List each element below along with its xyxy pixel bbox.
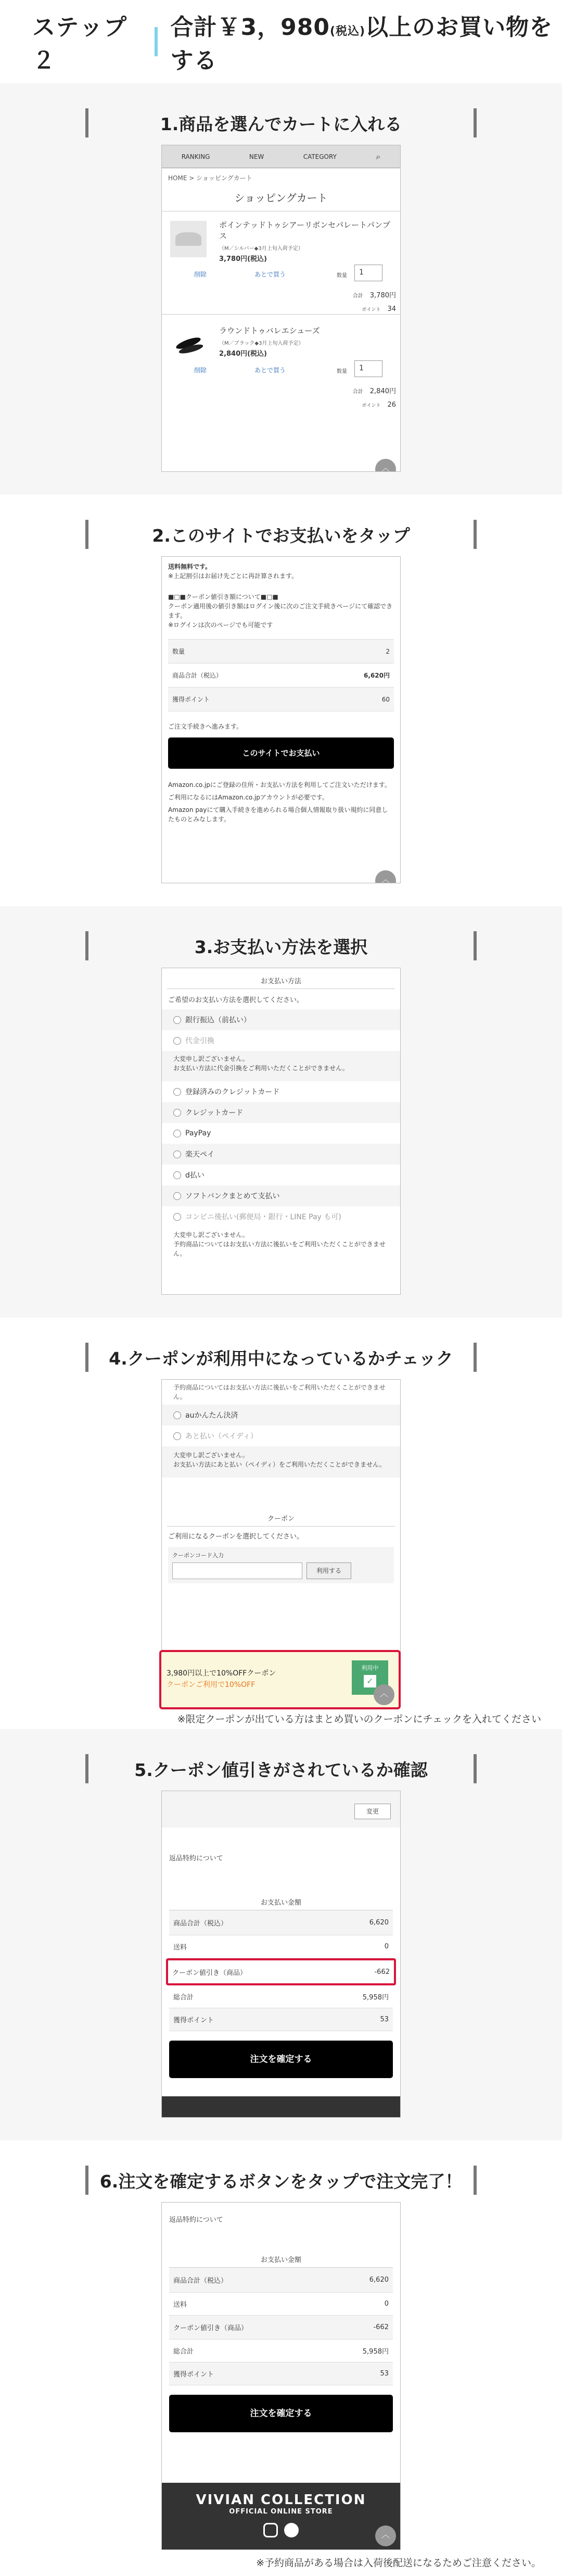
amazon-note: ご利用になるにはAmazon.co.jpアカウントが必要です。 <box>168 794 328 801</box>
payment-option[interactable]: 銀行振込（前払い） <box>162 1009 400 1030</box>
search-icon[interactable]: ⌕ <box>376 151 381 161</box>
nav-category[interactable]: CATEGORY <box>303 153 337 160</box>
payment-option-disabled: あと払い（ペイディ） <box>162 1425 400 1446</box>
payment-option-disabled: コンビニ後払い(郵便局・銀行・LINE Pay も可) <box>162 1206 400 1227</box>
coupon-in-use-toggle[interactable]: 利用中 ✓ <box>352 1660 388 1695</box>
product-name[interactable]: ポインテッドトゥシアーリボンセパレートパンプス <box>219 220 390 241</box>
section-title: 4.クーポンが利用中になっているかチェック <box>0 1343 562 1372</box>
instagram-icon[interactable] <box>263 2523 278 2537</box>
deferred-payment-note: 予約商品についてはお支払い方法に後払いをご利用いただくことができません。 <box>173 1384 386 1400</box>
qty-input[interactable]: 1 <box>354 265 382 281</box>
coupon-highlight <box>159 1650 401 1709</box>
save-for-later-link[interactable]: あとで買う <box>254 271 286 278</box>
item-points: ポイント 34 <box>362 305 396 313</box>
amazon-note: Amazon.co.jpにご登録の住所・お支払い方法を利用してご注文いただけます。 <box>168 781 391 789</box>
address-area <box>162 1791 400 1828</box>
amount-row: クーポン値引き（商品） -662 <box>169 2316 393 2340</box>
amount-heading: お支払い金額 <box>169 2251 393 2268</box>
amount-row: 獲得ポイント 53 <box>169 2008 393 2031</box>
accent-divider <box>155 27 158 56</box>
checkmark-icon: ✓ <box>364 1675 376 1687</box>
step-section-6 <box>0 2141 562 2576</box>
product-variant: （M／シルバー◆3月上旬入荷予定） <box>219 246 303 252</box>
coupon-code-box <box>168 1547 394 1583</box>
page-title: ショッピングカート <box>162 187 400 211</box>
coupon-code-input[interactable] <box>172 1562 302 1579</box>
amount-row: 獲得ポイント 53 <box>169 2362 393 2385</box>
reservation-caption: ※予約商品がある場合は入荷後配送になるためご注意ください。 <box>256 2557 541 2569</box>
delete-link[interactable]: 削除 <box>194 271 207 278</box>
product-name[interactable]: ラウンドトゥバレエシューズ <box>219 326 320 335</box>
step-section-5 <box>0 1729 562 2141</box>
amount-row-coupon-highlight: クーポン値引き（商品） -662 <box>166 1958 396 1985</box>
apply-coupon-button[interactable]: 利用する <box>306 1562 351 1579</box>
amount-row: 送料 0 <box>169 2293 393 2316</box>
amount-row: 総合計 5,958円 <box>169 2340 393 2362</box>
item-points: ポイント 26 <box>362 401 396 409</box>
summary-row-total: 商品合計（税込） 6,620円 <box>168 664 394 687</box>
product-price: 3,780円(税込) <box>219 255 267 263</box>
payment-option[interactable]: auかんたん決済 <box>162 1405 400 1425</box>
payment-option[interactable]: ソフトバンクまとめて支払い <box>162 1185 400 1206</box>
payment-prompt: ご希望のお支払い方法を選択してください。 <box>168 996 304 1004</box>
footer-bar <box>162 2096 400 2117</box>
payment-option[interactable]: クレジットカード <box>162 1102 400 1123</box>
step-section-1 <box>0 83 562 495</box>
payment-option[interactable]: PayPay <box>162 1123 400 1144</box>
coupon-text: クーポン適用後の値引き額はログイン後に次のご注文手続きページにて確認できます。 <box>168 603 393 619</box>
phone-screenshot-cart-summary <box>161 556 401 883</box>
qty-label: 数量 <box>337 273 347 279</box>
qty-input[interactable]: 1 <box>354 360 382 377</box>
pay-on-site-button[interactable]: このサイトでお支払い <box>168 737 394 769</box>
amount-row: 送料 0 <box>169 1935 393 1958</box>
agree-text: ご注文手続きへ進みます。 <box>168 723 243 730</box>
amount-heading: お支払い金額 <box>169 1894 393 1910</box>
phone-screenshot-final <box>161 2202 401 2550</box>
scroll-top-icon[interactable]: ︿ <box>375 870 396 883</box>
phone-screenshot-cart <box>161 145 401 472</box>
brand-logo-text: VIVIAN COLLECTION <box>196 2492 366 2508</box>
change-button[interactable]: 変更 <box>354 1804 391 1819</box>
payment-option[interactable]: d払い <box>162 1165 400 1185</box>
cod-note: 大変申し訳ございません。 お支払い方法に代金引換をご利用いただくことができません。 <box>162 1051 400 1081</box>
step-section-2 <box>0 495 562 906</box>
coupon-status: クーポンご利用で10%OFF <box>167 1681 256 1689</box>
product-thumbnail[interactable] <box>173 328 205 356</box>
brand-subtitle: OFFICIAL ONLINE STORE <box>229 2508 333 2516</box>
step-section-3 <box>0 906 562 1318</box>
step-section-4 <box>0 1318 562 1729</box>
scroll-top-icon[interactable]: ︿ <box>374 1684 394 1705</box>
scroll-top-icon[interactable]: ︿ <box>375 459 396 472</box>
cart-item <box>162 315 400 419</box>
summary-row-qty: 数量 2 <box>168 640 394 664</box>
product-thumbnail[interactable] <box>170 221 207 257</box>
save-for-later-link[interactable]: あとで買う <box>254 367 286 374</box>
payment-option[interactable]: 楽天ペイ <box>162 1144 400 1165</box>
coupon-name: 3,980円以上で10%OFFクーポン <box>167 1669 276 1678</box>
nav-bar <box>162 145 400 168</box>
section-title: 5.クーポン値引きがされているか確認 <box>0 1754 562 1783</box>
product-price: 2,840円(税込) <box>219 350 267 358</box>
amount-row: 総合計 5,958円 <box>169 1985 393 2008</box>
coupon-prompt: ご利用になるクーポンを選択してください。 <box>168 1533 304 1541</box>
amount-row: 商品合計（税込） 6,620 <box>169 1910 393 1935</box>
header-title: 合計￥3，980(税込)以上のお買い物をする <box>170 14 553 74</box>
payment-option[interactable]: 登録済みのクレジットカード <box>162 1081 400 1102</box>
breadcrumb: HOME > ショッピングカート <box>168 174 252 182</box>
returns-policy-link[interactable]: 返品特約について <box>169 2216 223 2224</box>
product-variant: （M／ブラック◆3月上旬入荷予定） <box>219 341 304 346</box>
coupon-heading: ■□■クーポン値引き額について■□■ <box>168 593 278 601</box>
section-title: 3.お支払い方法を選択 <box>0 931 562 960</box>
phone-screenshot-payment <box>161 968 401 1295</box>
qty-label: 数量 <box>337 369 347 374</box>
line-icon[interactable] <box>284 2523 299 2537</box>
returns-policy-link[interactable]: 返品特約について <box>169 1855 223 1862</box>
section-title: 6.注文を確定するボタンをタップで注文完了！ <box>0 2166 562 2195</box>
payment-option-disabled: 代金引換 <box>162 1030 400 1051</box>
coupon-caption: ※限定クーポンが出ている方はまとめ買いのクーポンにチェックを入れてください <box>177 1714 541 1725</box>
paidy-note: 大変申し訳ございません。 お支払い方法にあと払い（ペイディ）をご利用いただくことができません。 <box>162 1446 400 1478</box>
nav-ranking[interactable]: RANKING <box>181 153 210 160</box>
page-header <box>0 0 562 83</box>
store-footer <box>162 2483 400 2549</box>
login-note: ※ログインは次のページでも可能です <box>168 621 273 629</box>
deferred-payment-note: 大変申し訳ございません。 予約商品についてはお支払い方法に後払いをご利用いただくことができません。 <box>173 1231 386 1257</box>
amount-row: 商品合計（税込） 6,620 <box>169 2268 393 2293</box>
scroll-top-icon[interactable]: ︿ <box>375 2525 396 2546</box>
shipping-note: ※上記割引はお届け先ごとに再計算されます。 <box>168 572 298 580</box>
section-title: 1.商品を選んでカートに入れる <box>0 108 562 137</box>
amazon-note: Amazon payにて購入手続きを進められる場合個人情報取り扱い規約に同意したものとみなします。 <box>168 806 388 823</box>
cart-item <box>162 211 400 315</box>
item-subtotal: 合計 3,780円 <box>352 292 396 299</box>
coupon-code-label: クーポンコード入力 <box>172 1552 224 1559</box>
step-label: ステップ２ <box>32 14 128 74</box>
item-subtotal: 合計 2,840円 <box>352 387 396 395</box>
coupon-heading: クーポン <box>167 1509 395 1527</box>
confirm-order-button[interactable]: 注文を確定する <box>169 2041 393 2078</box>
delete-link[interactable]: 削除 <box>194 367 207 374</box>
phone-screenshot-coupon <box>161 1379 401 1686</box>
nav-new[interactable]: NEW <box>249 153 264 160</box>
phone-screenshot-confirm <box>161 1791 401 2118</box>
shipping-free-text: 送料無料です。 <box>168 563 212 570</box>
summary-row-points: 獲得ポイント 60 <box>168 687 394 711</box>
section-title: 2.このサイトでお支払いをタップ <box>0 520 562 549</box>
payment-heading: お支払い方法 <box>167 968 395 989</box>
confirm-order-button[interactable]: 注文を確定する <box>169 2395 393 2432</box>
